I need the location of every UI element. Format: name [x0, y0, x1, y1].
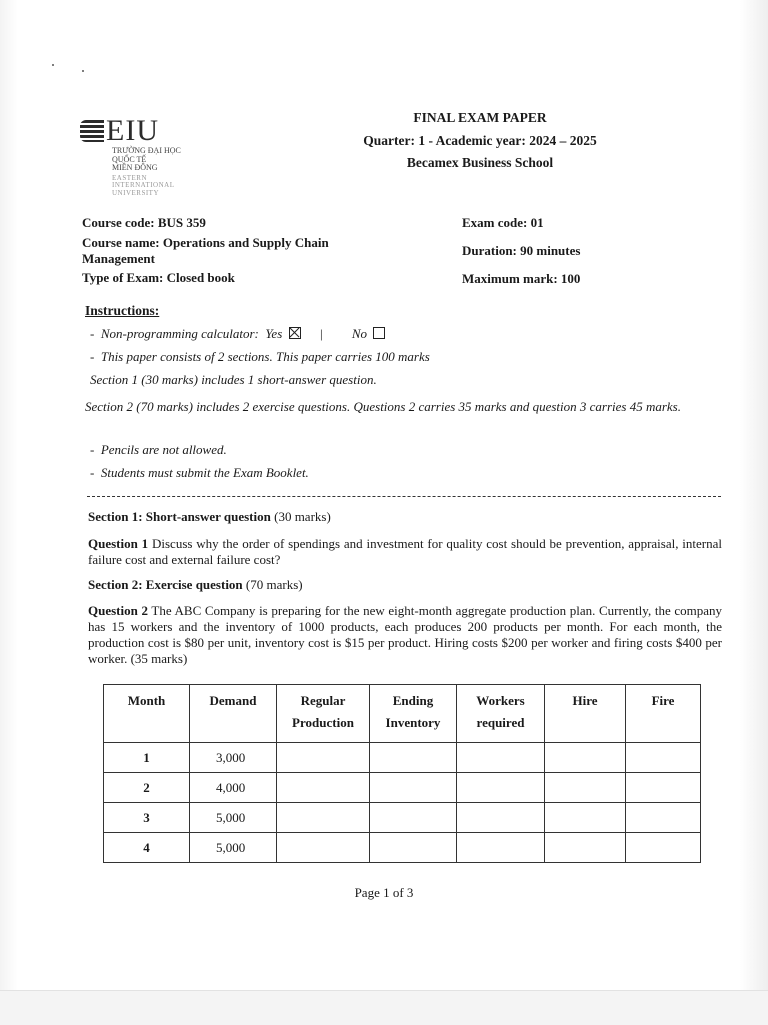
table-row: [104, 743, 701, 773]
question1: [88, 536, 722, 568]
logo-vietnamese-name: TRƯỜNG ĐẠI HỌC QUỐC TẾ MIỀN ĐÔNG: [112, 146, 181, 172]
empty-cell: [457, 743, 545, 773]
demand-cell: 5,000: [190, 833, 277, 863]
empty-cell: [370, 833, 457, 863]
section1-heading: Section 1: Short-answer question (30 marks): [88, 509, 331, 524]
month-cell: 2: [104, 773, 190, 803]
header-workers-required: Workers required: [457, 685, 545, 743]
header-hire: Hire: [545, 685, 626, 743]
scan-speck: [82, 70, 84, 72]
empty-cell: [277, 833, 370, 863]
table-row: [104, 773, 701, 803]
empty-cell: [277, 773, 370, 803]
empty-cell: [545, 773, 626, 803]
header-demand: Demand: [190, 685, 277, 743]
empty-cell: [370, 773, 457, 803]
empty-cell: [277, 743, 370, 773]
instruction-pencils: - Pencils are not allowed.: [90, 442, 227, 457]
month-cell: 4: [104, 833, 190, 863]
no-checkbox: [373, 327, 385, 339]
course-code: Course code: BUS 359: [82, 215, 206, 230]
empty-cell: [626, 833, 701, 863]
yes-label: Yes: [265, 326, 283, 341]
empty-cell: [545, 743, 626, 773]
header-month: Month: [104, 685, 190, 743]
instruction-booklet: - Students must submit the Exam Booklet.: [90, 465, 309, 480]
empty-cell: [370, 743, 457, 773]
table-row: [104, 803, 701, 833]
instruction-section1: Section 1 (30 marks) includes 1 short-answer question.: [90, 372, 377, 387]
question1-label: Question 1: [88, 536, 149, 551]
header-ending-inventory: Ending Inventory: [370, 685, 457, 743]
demand-cell: 5,000: [190, 803, 277, 833]
question2-label: Question 2: [88, 603, 148, 618]
empty-cell: [457, 833, 545, 863]
demand-cell: 4,000: [190, 773, 277, 803]
production-plan-table: [103, 684, 701, 863]
instruction-calculator: - Non-programming calculator: Yes | No: [90, 326, 385, 342]
exam-type: Type of Exam: Closed book: [82, 270, 235, 285]
page-number: Page 1 of 3: [354, 885, 414, 900]
no-label: No: [351, 326, 368, 341]
maximum-mark: Maximum mark: 100: [462, 271, 581, 286]
empty-cell: [545, 833, 626, 863]
school-name: Becamex Business School: [406, 155, 554, 170]
question2-text: The ABC Company is preparing for the new eight-month aggregate production plan. Currently, the company has 15 workers and the inventory of 1000 products, each produces 200 products per month. For each month, the production cost is $80 per unit, inventory cost is $15 per product. Hiring costs $200 per worker and firing costs $400 per worker. (35 marks): [88, 603, 723, 666]
empty-cell: [277, 803, 370, 833]
instructions-heading: Instructions:: [85, 303, 160, 318]
section-divider: [87, 496, 721, 497]
empty-cell: [626, 743, 701, 773]
course-name: Course name: Operations and Supply Chain Management: [82, 235, 329, 266]
question1-text: Discuss why the order of spendings and investment for quality cost should be prevention, appraisal, internal failure cost and external failure cost?: [88, 536, 723, 567]
empty-cell: [457, 773, 545, 803]
month-cell: 1: [104, 743, 190, 773]
table-header-row: [104, 685, 701, 743]
yes-checkbox: [289, 327, 301, 339]
empty-cell: [545, 803, 626, 833]
instruction-section2: Section 2 (70 marks) includes 2 exercise questions. Questions 2 carries 35 marks and question 3 carries 45 marks.: [85, 399, 681, 414]
exam-duration: Duration: 90 minutes: [462, 243, 581, 258]
logo-stripes-icon: [80, 120, 104, 142]
demand-cell: 3,000: [190, 743, 277, 773]
header-regular-production: Regular Production: [277, 685, 370, 743]
empty-cell: [457, 803, 545, 833]
month-cell: 3: [104, 803, 190, 833]
quarter-line: Quarter: 1 - Academic year: 2024 – 2025: [363, 133, 597, 148]
scan-speck: [52, 64, 54, 66]
exam-code: Exam code: 01: [462, 215, 544, 230]
instruction-paper-sections: - This paper consists of 2 sections. This paper carries 100 marks: [90, 349, 430, 364]
empty-cell: [370, 803, 457, 833]
scan-bottom-edge: [0, 990, 768, 1025]
empty-cell: [626, 803, 701, 833]
exam-title: FINAL EXAM PAPER: [413, 110, 547, 125]
university-logo: [80, 114, 210, 198]
question2: [88, 603, 722, 667]
header-fire: Fire: [626, 685, 701, 743]
logo-acronym: EIU: [106, 114, 159, 147]
logo-english-name: EASTERN INTERNATIONAL UNIVERSITY: [112, 173, 175, 198]
table-row: [104, 833, 701, 863]
empty-cell: [626, 773, 701, 803]
section2-heading: Section 2: Exercise question (70 marks): [88, 577, 303, 592]
